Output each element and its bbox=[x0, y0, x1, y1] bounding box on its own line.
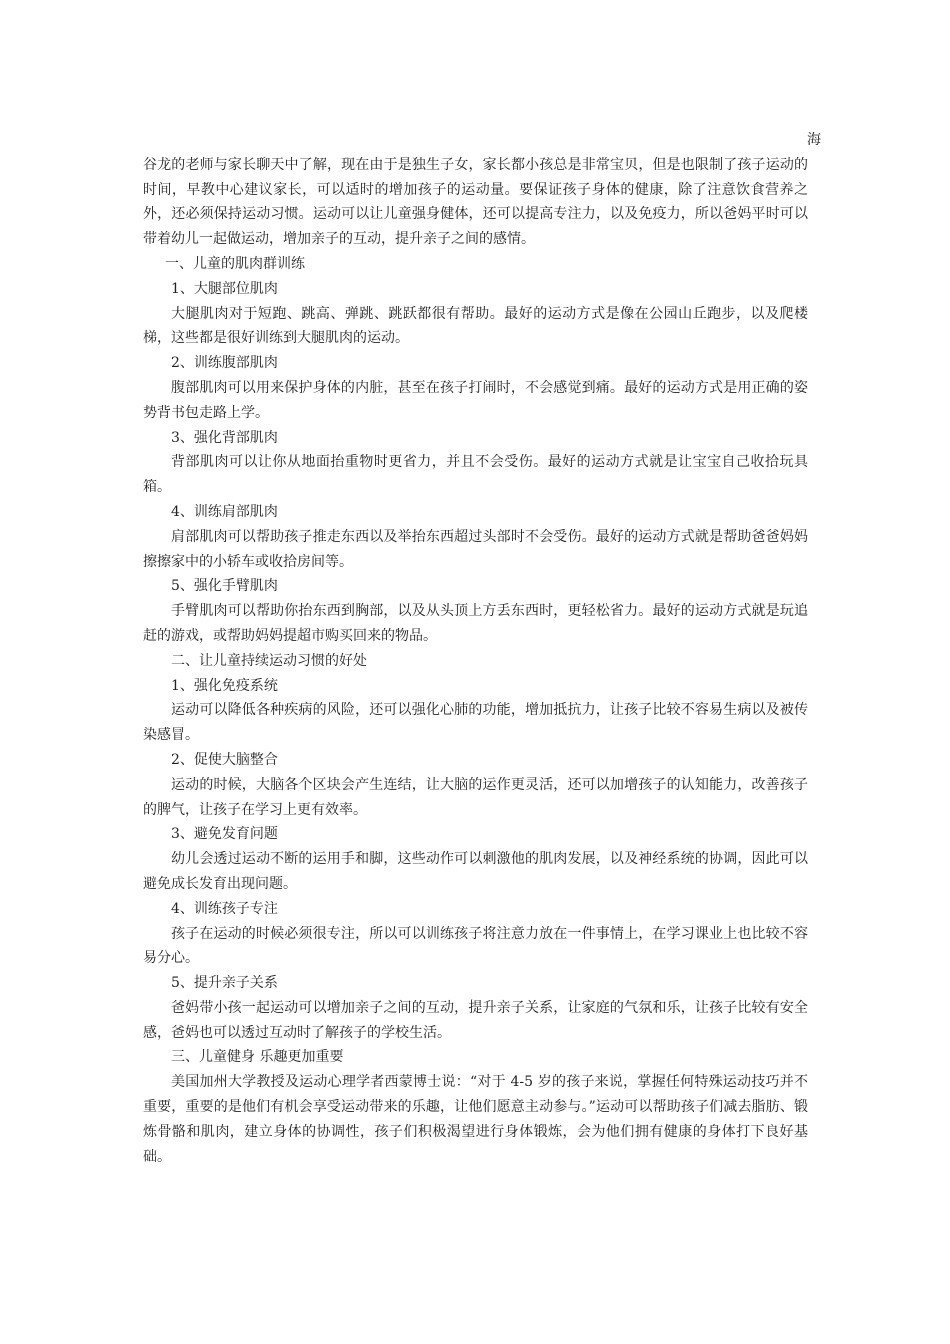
item-title: 2、训练腹部肌肉 bbox=[171, 355, 278, 372]
section-3-heading: 三、儿童健身 乐趣更加重要 bbox=[171, 1049, 344, 1066]
item-title: 3、强化背部肌肉 bbox=[171, 429, 278, 446]
item-title: 4、训练肩部肌肉 bbox=[171, 503, 278, 520]
section-3-body: 美国加州大学教授及运动心理学者西蒙博士说：“对于 4-5 岁的孩子来说，掌握任何特殊运动技巧并不重要，重要的是他们有机会享受运动带来的乐趣，让他们愿意主动参与。”运动可以帮助孩子们减去脂肪、锻炼骨骼和肌肉，建立身体的协调性，孩子们积极渴望进行身体锻炼，会为他们拥有健康的身体打下良好基础。 bbox=[143, 1074, 808, 1165]
item-title: 1、强化免疫系统 bbox=[171, 677, 278, 694]
section-2-item-3 bbox=[143, 822, 808, 896]
section-1-item-2 bbox=[143, 351, 808, 425]
section-2-item-1 bbox=[143, 674, 808, 748]
section-2-item-4 bbox=[143, 897, 808, 971]
item-title: 1、大腿部位肌肉 bbox=[171, 280, 278, 297]
item-title: 5、强化手臂肌肉 bbox=[171, 578, 278, 595]
item-body: 幼儿会透过运动不断的运用手和脚，这些动作可以刺激他的肌肉发展，以及神经系统的协调，因此可以避免成长发育出现问题。 bbox=[143, 851, 808, 892]
section-1-item-1 bbox=[143, 277, 808, 351]
item-body: 运动可以降低各种疾病的风险，还可以强化心肺的功能，增加抵抗力，让孩子比较不容易生病以及被传染感冒。 bbox=[143, 702, 808, 744]
section-1-item-3 bbox=[143, 426, 808, 500]
item-body: 腹部肌肉可以用来保护身体的内脏，甚至在孩子打闹时，不会感觉到痛。最好的运动方式是用正确的姿势背书包走路上学。 bbox=[143, 379, 808, 421]
section-2-heading: 二、让儿童持续运动习惯的好处 bbox=[171, 652, 367, 669]
item-body: 背部肌肉可以让你从地面抬重物时更省力，并且不会受伤。最好的运动方式就是让宝宝自己收拾玩具箱。 bbox=[143, 454, 808, 496]
item-title: 4、训练孩子专注 bbox=[171, 900, 278, 917]
item-body: 肩部肌肉可以帮助孩子推走东西以及举抬东西超过头部时不会受伤。最好的运动方式就是帮助爸爸妈妈擦擦家中的小轿车或收拾房间等。 bbox=[143, 528, 808, 570]
item-title: 5、提升亲子关系 bbox=[171, 975, 278, 992]
section-2-item-5 bbox=[143, 971, 808, 1045]
intro-paragraph: 谷龙的老师与家长聊天中了解，现在由于是独生子女，家长都小孩总是非常宝贝，但是也限制了孩子运动的时间，早教中心建议家长，可以适时的增加孩子的运动量。要保证孩子身体的健康，除了注意饮食营养之外，还必须保持运动习惯。运动可以让儿童强身健体，还可以提高专注力，以及免疫力，所以爸妈平时可以带着幼儿一起做运动，增加亲子的互动，提升亲子之间的感情。 bbox=[143, 156, 808, 248]
item-body: 孩子在运动的时候必须很专注，所以可以训练孩子将注意力放在一件事情上，在学习课业上也比较不容易分心。 bbox=[143, 925, 808, 967]
section-1-item-4 bbox=[143, 500, 808, 574]
item-title: 2、促使大脑整合 bbox=[171, 751, 278, 768]
item-body: 爸妈带小孩一起运动可以增加亲子之间的互动，提升亲子关系，让家庭的气氛和乐，让孩子比较有安全感，爸妈也可以透过互动时了解孩子的学校生活。 bbox=[143, 999, 808, 1041]
section-1-item-5 bbox=[143, 574, 808, 648]
continued-text-fragment: 海 bbox=[807, 132, 821, 148]
item-body: 大腿肌肉对于短跑、跳高、弹跳、跳跃都很有帮助。最好的运动方式是像在公园山丘跑步，以及爬楼梯，这些都是很好训练到大腿肌肉的运动。 bbox=[143, 305, 808, 347]
item-body: 手臂肌肉可以帮助你抬东西到胸部，以及从头顶上方丢东西时，更轻松省力。最好的运动方式就是玩追赶的游戏，或帮助妈妈提超市购买回来的物品。 bbox=[143, 603, 808, 644]
section-1-heading: 一、儿童的肌肉群训练 bbox=[165, 255, 305, 272]
document-page bbox=[143, 128, 821, 1169]
item-title: 3、避免发育问题 bbox=[171, 826, 278, 843]
section-2-item-2 bbox=[143, 748, 808, 822]
item-body: 运动的时候，大脑各个区块会产生连结，让大脑的运作更灵活，还可以加增孩子的认知能力，改善孩子的脾气，让孩子在学习上更有效率。 bbox=[143, 776, 808, 818]
